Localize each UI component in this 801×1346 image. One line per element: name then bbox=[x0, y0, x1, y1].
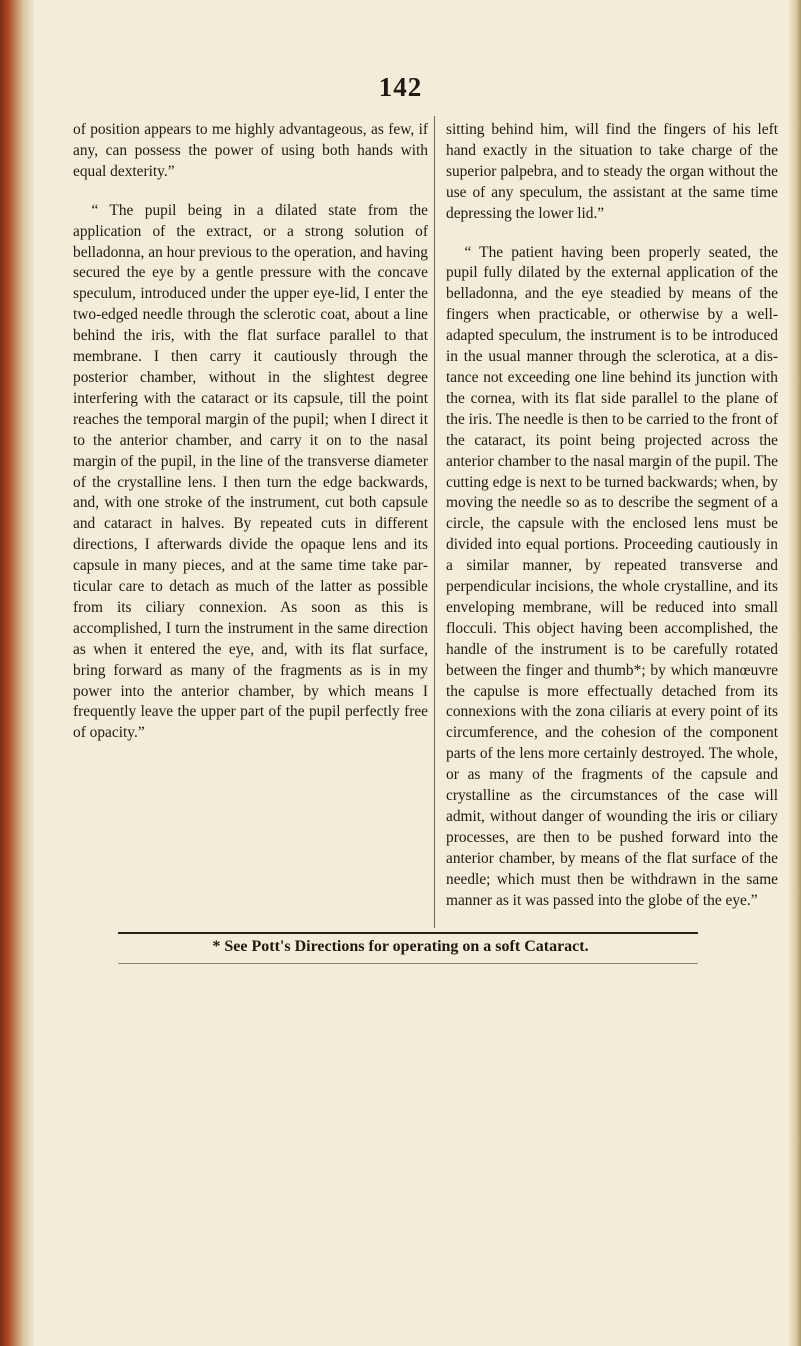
column-divider bbox=[434, 116, 435, 928]
left-column bbox=[73, 120, 428, 762]
left-paragraph-1: of position appears to me highly advantageous, as few, if any, can possess the power of using both hands with equal dexterity.” bbox=[73, 121, 428, 180]
page-number: 142 bbox=[378, 72, 423, 102]
left-paragraph-2: “ The pupil being in a dilated state from the application of the extract, or a strong solution of belladonna, an hour previous to the operation, and having secured the eye by a gentle pressure with the concave speculum, introduced under the upper eye-lid, I enter the two-edged needle through the sclerotic coat, about a line behind the iris, with the flat surface parallel to that membrane. I then carry it cautiously through the posterior chamber, without in the slightest degree interfering with the cataract or its capsule, till the point reaches the temporal margin of the pupil; when I direct it to the anterior chamber, and carry it on to the nasal margin of the pupil, in the line of the transverse diameter of the crystalline lens. I then turn the edge backwards, and, with one stroke of the instrument, cut both capsule and cataract in halves. By repeated cuts in different directions, I afterwards divide the opaque lens and its capsule in many pieces, and at the same time take particular care to detach as much of the latter as possible from its ciliary connexion. As soon as this is accomplished, I turn the instrument in the same direction as when it entered the eye, and, with its flat surface, bring forward as many of the fragments as is in my power into the anterior chamber, by which means I frequently leave the upper part of the pupil perfectly free of opacity.” bbox=[73, 201, 428, 742]
right-paragraph-1: sitting behind him, will find the fingers of his left hand exactly in the situation to take charge of the superior palpebra, and to steady the organ without the use of any speculum, the assistant at the same time depressing the lower lid.” bbox=[446, 121, 778, 222]
footnote-rule bbox=[118, 932, 698, 934]
footnote-bottom-rule bbox=[118, 963, 698, 964]
page-right-edge bbox=[789, 0, 801, 1346]
book-binding-edge bbox=[0, 0, 34, 1346]
right-paragraph-2: “ The patient having been properly seated, the pupil fully dilated by the external application of the belladonna, and the eye steadied by means of the fingers when practicable, or otherwise by a well-adapted speculum, the instrument is to be introduced in the usual manner through the sclerotica, at a distance not exceeding one line behind its junction with the cornea, with its flat side parallel to the plane of the iris. The needle is then to be carried to the front of the cataract, its point being projected across the anterior chamber to the nasal margin of the pupil. The cutting edge is next to be turned backwards; when, by moving the needle so as to describe the segment of a circle, the capsule with the enclosed lens must be divided into equal portions. Proceeding cautiously in a similar manner, by repeated transverse and perpendicular incisions, the whole crystalline, and its enveloping membrane, will be reduced into small flocculi. This object having been accomplished, the handle of the instrument is to be carefully rotated between the finger and thumb*; by which manœuvre the capulse is more effectually detached from its connexions with the zona ciliaris at every point of its circumference, and the cohesion of the component parts of the lens more certainly destroyed. The whole, or as many of the fragments of the capsule and crystalline as the circumstances of the case will admit, without danger of wounding the iris or ciliary processes, are then to be pushed forward into the anterior chamber, by means of the flat surface of the needle; which must then be withdrawn in the same manner as it was passed into the globe of the eye.” bbox=[446, 243, 778, 909]
right-column bbox=[446, 120, 778, 930]
footnote: * See Pott's Directions for operating on a soft Cataract. bbox=[212, 938, 589, 955]
